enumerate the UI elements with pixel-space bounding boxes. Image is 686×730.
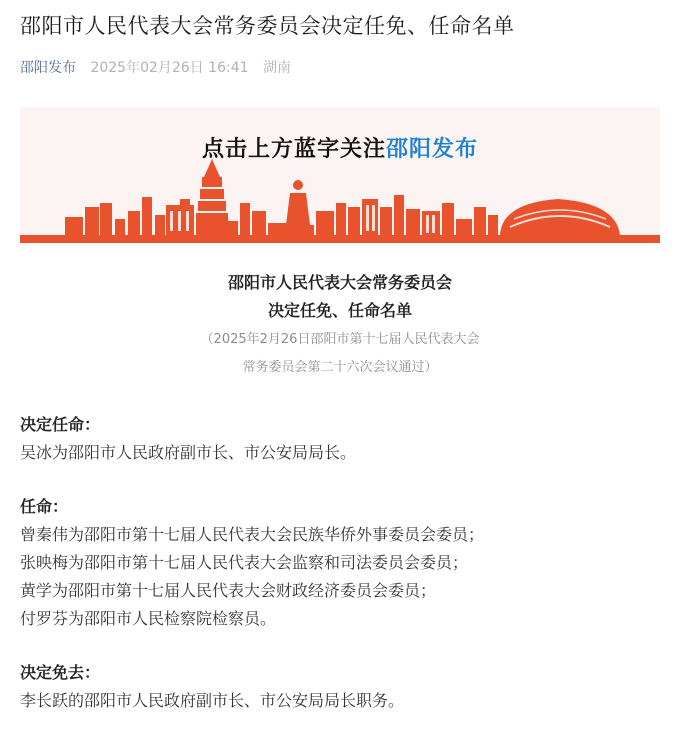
doc-note-1: （2025年2月26日邵阳市第十七届人民代表大会: [200, 332, 480, 347]
follow-prefix: 点击上方蓝字关注: [201, 137, 386, 162]
section-title-appoint: 任命：: [20, 497, 69, 516]
follow-banner[interactable]: [20, 107, 660, 243]
follow-text: [20, 132, 660, 163]
section-title-appoint-decide: 决定任命：: [20, 415, 101, 434]
city-skyline-image: [20, 107, 660, 243]
article-meta: [20, 57, 291, 77]
list-item: 张映梅为邵阳市第十七届人民代表大会监察和司法委员会委员；: [20, 553, 469, 572]
article-title: 邵阳市人民代表大会常务委员会决定任免、任命名单: [20, 14, 515, 38]
follow-highlight: 邵阳发布: [386, 137, 479, 162]
section-title-remove: 决定免去：: [20, 663, 101, 682]
list-item: 黄学为邵阳市第十七届人民代表大会财政经济委员会委员；: [20, 581, 437, 600]
doc-heading-1: 邵阳市人民代表大会常务委员会: [227, 273, 452, 292]
list-item: 吴冰为邵阳市人民政府副市长、市公安局局长。: [20, 443, 357, 462]
list-item: 李长跃的邵阳市人民政府副市长、市公安局局长职务。: [20, 691, 405, 710]
doc-note-2: 常务委员会第二十六次会议通过）: [242, 360, 438, 375]
doc-heading-2: 决定任免、任命名单: [267, 301, 412, 320]
publish-time: 2025年02月26日 16:41: [90, 60, 249, 76]
list-item: 曾秦伟为邵阳市第十七届人民代表大会民族华侨外事委员会委员；: [20, 525, 485, 544]
publish-location: 湖南: [262, 60, 291, 76]
source-link[interactable]: 邵阳发布: [20, 60, 76, 76]
list-item: 付罗芬为邵阳市人民检察院检察员。: [20, 609, 277, 628]
